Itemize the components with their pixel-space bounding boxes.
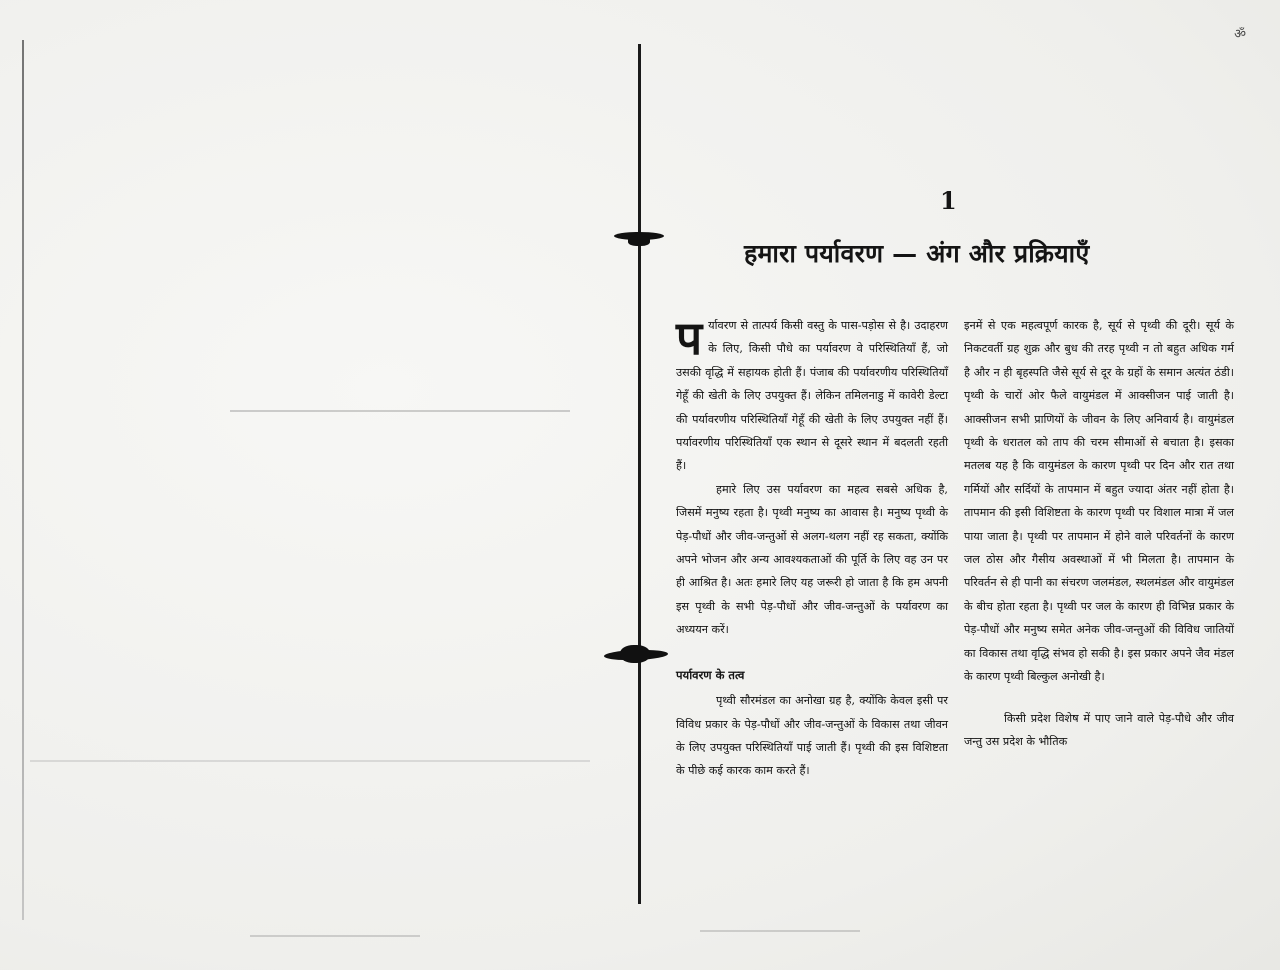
text-column-right xyxy=(964,314,1234,753)
scan-smudge xyxy=(700,930,860,932)
chapter-title: हमारा पर्यावरण — अंग और प्रक्रियाएँ xyxy=(744,239,1090,268)
drop-cap: प xyxy=(676,311,703,365)
paragraph-text: र्यावरण से तात्पर्य किसी वस्तु के पास-पड़ोस से है। उदाहरण के लिए, किसी पौधे का पर्यावरण वे परिस्थितियाँ हैं, जो उसकी वृद्धि में सहायक होती हैं। पंजाब की पर्यावरणीय परिस्थितियाँ गेहूँ की खेती के लिए उपयुक्त हैं। लेकिन तमिलनाडु में कावेरी डेल्टा की पर्यावरणीय परिस्थितियाँ गेहूँ की खेती के लिए उपयुक्त नहीं हैं। पर्यावरणीय परिस्थितियाँ एक स्थान से दूसरे स्थान में बदलती रहती हैं। xyxy=(676,319,948,473)
corner-mark: ॐ xyxy=(1234,27,1246,42)
scan-smudge xyxy=(30,760,590,762)
ink-blot-top-center xyxy=(628,236,650,246)
text-column-left xyxy=(676,311,948,783)
scan-smudge xyxy=(230,410,570,412)
paragraph: इनमें से एक महत्वपूर्ण कारक है, सूर्य से पृथ्वी की दूरी। सूर्य के निकटवर्ती ग्रह शुक्र और बुध की तरह पृथ्वी न तो बहुत अधिक गर्म है और न ही बृहस्पति जैसे सूर्य से दूर के ग्रहों के समान अत्यंत ठंडी। पृथ्वी के चारों ओर फैले वायुमंडल में आक्सीजन पाई जाती है। आक्सीजन सभी प्राणियों के जीवन के लिए अनिवार्य है। वायुमंडल पृथ्वी के धरातल को ताप की चरम सीमाओं से बचाता है। इसका मतलब यह है कि वायुमंडल के कारण पृथ्वी पर दिन और रात तथा गर्मियों और सर्दियों के तापमान में बहुत ज्यादा अंतर नहीं होता है। तापमान की इसी विशिष्टता के कारण पृथ्वी पर विशाल मात्रा में जल पाया जाता है। पृथ्वी पर तापमान में होने वाले परिवर्तनों के कारण जल ठोस और गैसीय अवस्थाओं में भी मिलता है। तापमान के परिवर्तन से ही पानी का संचरण जलमंडल, स्थलमंडल और वायुमंडल के बीच होता रहता है। पृथ्वी पर जल के कारण ही विभिन्न प्रकार के पेड़-पौधों और मनुष्य समेत अनेक जीव-जन्तुओं की विविध जातियों का विकास तथा वृद्धि संभव हो सकी है। इस प्रकार अपने जैव मंडल के कारण पृथ्वी बिल्कुल अनोखी है। xyxy=(964,319,1234,684)
chapter-number: 1 xyxy=(940,186,957,215)
section-subheading: पर्यावरण के तत्व xyxy=(676,667,745,682)
ink-blot-middle-center xyxy=(620,645,650,663)
paragraph: किसी प्रदेश विशेष में पाए जाने वाले पेड़-पौधे और जीव जन्तु उस प्रदेश के भौतिक xyxy=(964,711,1234,748)
book-spine-line xyxy=(638,44,641,904)
left-page-edge xyxy=(22,40,24,920)
paragraph: पृथ्वी सौरमंडल का अनोखा ग्रह है, क्योंकि केवल इसी पर विविध प्रकार के पेड़-पौधों और जीव-जन्तुओं के विकास तथा जीवन के लिए उपयुक्त परिस्थितियाँ पाई जाती हैं। पृथ्वी की इस विशिष्टता के पीछे कई कारक काम करते हैं। xyxy=(676,694,948,778)
paragraph: हमारे लिए उस पर्यावरण का महत्व सबसे अधिक है, जिसमें मनुष्य रहता है। पृथ्वी मनुष्य का आवास है। मनुष्य पृथ्वी के पेड़-पौधों और जीव-जन्तुओं से अलग-थलग नहीं रह सकता, क्योंकि अपने भोजन और अन्य आवश्यकताओं की पूर्ति के लिए वह उन पर ही आश्रित है। अतः हमारे लिए यह जरूरी हो जाता है कि हम अपनी इस पृथ्वी के सभी पेड़-पौधों और जीव-जन्तुओं के पर्यावरण का अध्ययन करें। xyxy=(676,482,948,637)
scan-smudge xyxy=(250,935,420,937)
paragraph xyxy=(676,311,948,478)
